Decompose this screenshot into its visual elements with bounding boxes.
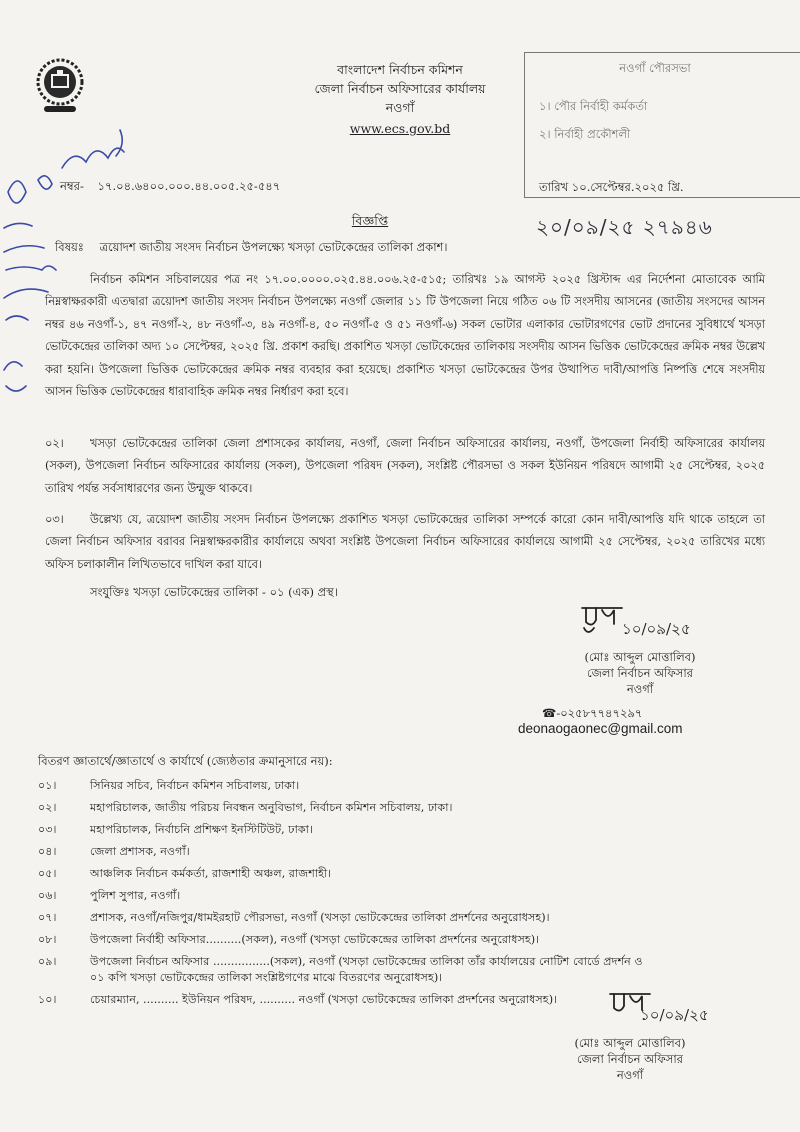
- subject-text: ত্রয়োদশ জাতীয় সংসদ নির্বাচন উপলক্ষ্যে খসড়া ভোটকেন্দ্রের তালিকা প্রকাশ।: [99, 240, 448, 254]
- paragraph-2-text: খসড়া ভোটকেন্দ্রের তালিকা জেলা প্রশাসকের কার্যালয়, নওগাঁ, জেলা নির্বাচন অফিসারের কার্যালয়, নওগাঁ, উপজেলা নির্বাহী অফিসারের কার্যালয় (সকল), উপজেলা নির্বাচন অফিসারের কার্যালয় (সকল), উপজেলা পরিষদ (সকল), সংশ্লিষ্ট পৌরসভা ও সকল ইউনিয়ন পরিষদে আগামী ২৫ সেপ্টেম্বর, ২০২৫ তারিখ পর্যন্ত সর্বসাধারণের জন্য উন্মুক্ত থাকবে।: [45, 436, 765, 495]
- election-commission-emblem: [30, 52, 90, 118]
- stamp-office: নওগাঁ পৌরসভা: [619, 61, 691, 75]
- list-item: ০৬। পুলিশ সুপার, নওগাঁ।: [38, 889, 181, 902]
- subject-label: বিষয়ঃ: [55, 240, 84, 254]
- website-link[interactable]: www.ecs.gov.bd: [349, 121, 451, 136]
- phone-number: ☎-০২৫৮৭৭৪৭২৯৭: [542, 706, 643, 720]
- letterhead: [240, 62, 560, 136]
- paragraph-2: [45, 432, 765, 499]
- list-item: ১০। চেয়ারম্যান, .......... ইউনিয়ন পরিষদ, .......... নওগাঁ (খসড়া ভোটকেন্দ্রের তালিকা প্রদর্শনের অনুরোধসহ)।: [38, 993, 558, 1006]
- handwritten-receipt-number: ২০/০৯/২৫ ২৭৯৪৬: [536, 215, 713, 239]
- signatory-1-district: নওগাঁ: [626, 682, 654, 696]
- list-item: ০৫। আঞ্চলিক নির্বাচন কর্মকর্তা, রাজশাহী অঞ্চল, রাজশাহী।: [38, 867, 332, 880]
- signatory-1-name: (মোঃ আব্দুল মোত্তালিব): [584, 650, 696, 664]
- signature-1-date: ১০/০৯/২৫: [622, 620, 691, 638]
- notice-title: বিজ্ঞপ্তি: [351, 213, 389, 228]
- subject-row: [55, 240, 615, 254]
- stamp-line-engineer: ২। নির্বাহী প্রকৌশলী: [539, 127, 631, 141]
- attachment-note: সংযুক্তিঃ খসড়া ভোটকেন্দ্রের তালিকা - ০১ (এক) প্রস্থ।: [90, 585, 338, 599]
- paragraph-1: নির্বাচন কমিশন সচিবালয়ের পত্র নং ১৭.০০.০০০০.০২৫.৪৪.০০৬.২৫-৫১৫; তারিখঃ ১৯ আগস্ট ২০২৫ খ্রিস্টাব্দ এর নির্দেশনা মোতাবেক আমি নিম্নস্বাক্ষরকারী এতদ্বারা ত্রয়োদশ জাতীয় সংসদ নির্বাচন উপলক্ষ্যে নওগাঁ জেলার ১১ টি উপজেলা নিয়ে গঠিত ০৬ টি সংসদীয় আসনের (জাতীয় সংসদের আসন নম্বর ৪৬ নওগাঁ-১, ৪৭ নওগাঁ-২, ৪৮ নওগাঁ-৩, ৪৯ নওগাঁ-৪, ৫০ নওগাঁ-৫ ও ৫১ নওগাঁ-৬) সকল ভোটার এলাকার ভোটারগণের ভোট প্রদানের সুবিধার্থে খসড়া ভোটকেন্দ্রের তালিকা অদ্য ১০ সেপ্টেম্বর, ২০২৫ খ্রি. প্রকাশ করছি। প্রকাশিত খসড়া ভোটকেন্দ্রের তালিকায় সংসদীয় আসন ভিত্তিক ভোটকেন্দ্রের ক্রমিক নম্বর উল্লেখ করা হয়নি। উপজেলা ভিত্তিক ভোটকেন্দ্রের ক্রমিক নম্বর ব্যবহার করা হয়েছে। প্রকাশিত খসড়া ভোটকেন্দ্রের উপর উত্থাপিত দাবী/আপত্তি নিষ্পত্তি শেষে সংসদীয় আসন ভিত্তিক ভোটকেন্দ্রের ধারাবাহিক ক্রমিক নম্বর নির্ধারণ করা হবে।: [45, 272, 765, 399]
- distribution-heading: বিতরণ জ্ঞাতার্থে/জ্ঞাতার্থে ও কার্যার্থে (জ্যেষ্ঠতার ক্রমানুসারে নয়):: [38, 754, 333, 768]
- memo-number-row: [60, 179, 280, 193]
- stamp-line-ceo: ১। পৌর নির্বাহী কর্মকর্তা: [539, 99, 648, 113]
- list-item: ০১। সিনিয়র সচিব, নির্বাচন কমিশন সচিবালয়, ঢাকা।: [38, 779, 300, 792]
- office-name: জেলা নির্বাচন অফিসারের কার্যালয়: [314, 81, 486, 96]
- paragraph-3-number: ০৩।: [45, 512, 64, 526]
- list-item: ০৭। প্রশাসক, নওগাঁ/নজিপুর/ধামইরহাট পৌরসভা, নওগাঁ (খসড়া ভোটকেন্দ্রের তালিকা প্রদর্শনের অনুরোধসহ)।: [38, 911, 550, 924]
- paragraph-3-text: উল্লেখ্য যে, ত্রয়োদশ জাতীয় সংসদ নির্বাচন উপলক্ষ্যে প্রকাশিত খসড়া ভোটকেন্দ্রের তালিকা সম্পর্কে কারো কোন দাবী/আপত্তি যদি থাকে তাহলে তা জেলা নির্বাচন অফিসার বরাবর নিম্নস্বাক্ষরকারীর কার্যালয়ে অথবা সংশ্লিষ্ট উপজেলা নির্বাচন অফিসারের কার্যালয়ে আগামী ২৫ সেপ্টেম্বর, ২০২৫ তারিখের মধ্যে অফিস চলাকালীন লিখিতভাবে দাখিল করা যাবে।: [45, 512, 765, 571]
- signatory-2-designation: জেলা নির্বাচন অফিসার: [576, 1052, 684, 1066]
- list-item: ০৪। জেলা প্রশাসক, নওগাঁ।: [38, 845, 190, 858]
- signatory-2-district: নওগাঁ: [616, 1068, 644, 1082]
- distribution-list: [38, 778, 658, 1008]
- list-item: ০৮। উপজেলা নির্বাহী অফিসার..........(সকল), নওগাঁ (খসড়া ভোটকেন্দ্রের তালিকা প্রদর্শনের অনুরোধসহ)।: [38, 933, 540, 946]
- paragraph-3: [45, 508, 765, 575]
- stamp-date: তারিখ ১০.সেপ্টেম্বর.২০২৫ খ্রি.: [539, 180, 684, 194]
- memo-label: নম্বর-: [60, 179, 84, 193]
- list-item: ০৯। উপজেলা নির্বাচন অফিসার ................(সকল), নওগাঁ (খসড়া ভোটকেন্দ্রের তালিকা তাঁর কার্যালয়ের নোটিশ বোর্ডে প্রদর্শন ও ০১ কপি খসড়া ভোটকেন্দ্রের তালিকা সংশ্লিষ্টগণের মাঝে বিতরণের অনুরোধসহ)।: [38, 955, 643, 984]
- received-stamp: [524, 52, 800, 198]
- memo-number: ১৭.০৪.৬৪০০.০০০.৪৪.০০৫.২৫-৫৪৭: [97, 179, 281, 193]
- signatory-1-block: [540, 650, 740, 696]
- paragraph-2-number: ০২।: [45, 436, 64, 450]
- list-item: ০২। মহাপরিচালক, জাতীয় পরিচয় নিবন্ধন অনুবিভাগ, নির্বাচন কমিশন সচিবালয়, ঢাকা।: [38, 801, 453, 814]
- signatory-1-designation: জেলা নির্বাচন অফিসার: [586, 666, 694, 680]
- signature-2-date: ১০/০৯/২৫: [640, 1006, 709, 1024]
- signatory-2-block: [530, 1036, 730, 1082]
- signatory-2-name: (মোঃ আব্দুল মোত্তালিব): [574, 1036, 686, 1050]
- email-address[interactable]: deonaogaonec@gmail.com: [518, 721, 683, 736]
- org-name: বাংলাদেশ নির্বাচন কমিশন: [337, 62, 463, 77]
- list-item: ০৩। মহাপরিচালক, নির্বাচনি প্রশিক্ষণ ইনস্টিটিউট, ঢাকা।: [38, 823, 313, 836]
- office-district: নওগাঁ: [385, 100, 415, 115]
